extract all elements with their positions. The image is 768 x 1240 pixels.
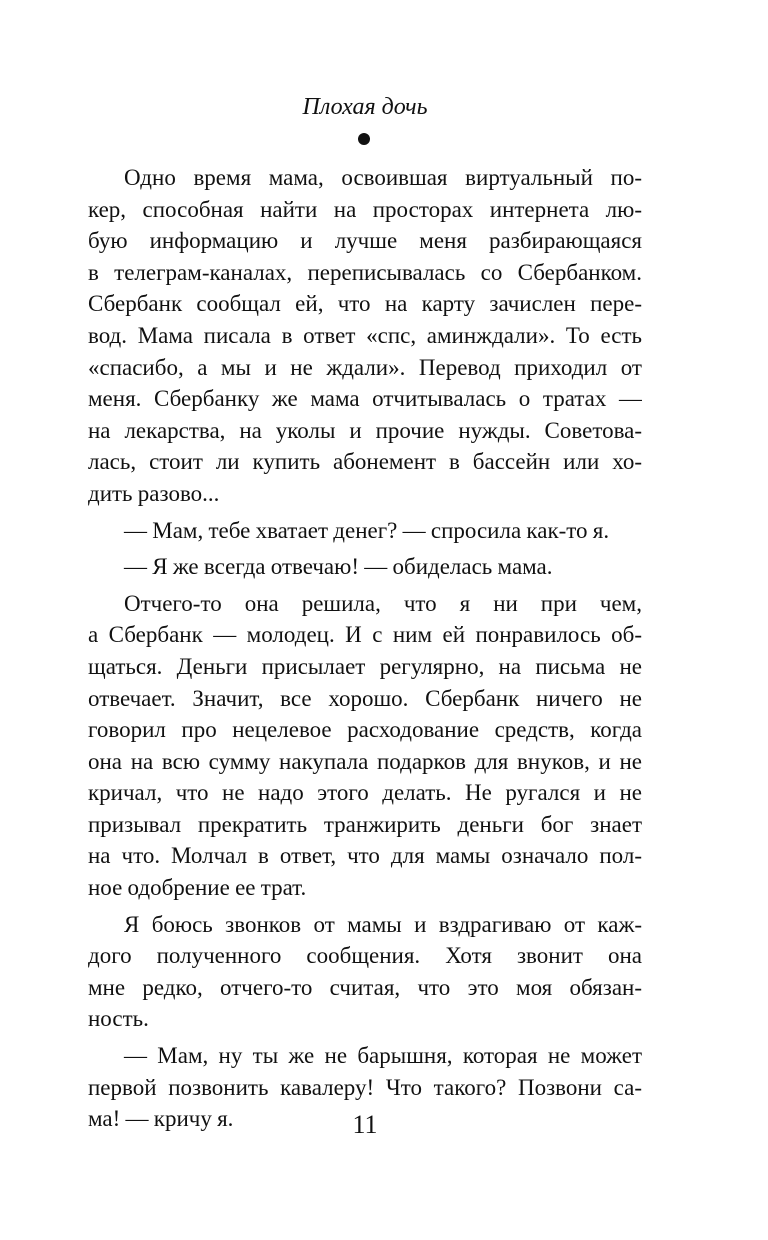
text-line: — Я же всегда отвечаю! — обиделась мама. xyxy=(124,554,553,580)
text-line: мне редко, отчего-то считая, что это моя обязан- xyxy=(88,974,642,1000)
text-line: дого полученного сообщения. Хотя звонит она xyxy=(88,943,642,969)
text-line: ность. xyxy=(88,1006,149,1032)
paragraph xyxy=(88,909,642,1035)
text-line: Сбербанк сообщал ей, что на карту зачислен пере- xyxy=(88,291,642,317)
text-line: она на всю сумму накупала подарков для внуков, и не xyxy=(88,748,642,774)
text-line: меня. Сбербанку же мама отчитывалась о тратах — xyxy=(88,386,642,412)
text-line: «спасибо, а мы и не ждали». Перевод приходил от xyxy=(88,354,642,380)
text-line: Одно время мама, освоившая виртуальный по- xyxy=(124,165,642,190)
text-line: первой позвонить кавалеру! Что такого? Позвони са- xyxy=(88,1074,642,1100)
text-line: Отчего-то она решила, что я ни при чем, xyxy=(124,590,642,616)
text-line: лась, стоит ли купить абонемент в бассейн или хо- xyxy=(88,449,642,475)
text-line: — Мам, ну ты же не барышня, которая не может xyxy=(124,1043,642,1069)
text-line: щаться. Деньги присылает регулярно, на письма не xyxy=(88,653,642,679)
text-line: кричал, что не надо этого делать. Не ругался и не xyxy=(88,780,642,806)
book-page xyxy=(88,0,642,1240)
text-line: Я боюсь звонков от мамы и вздрагиваю от каж- xyxy=(124,911,642,937)
text-line: бую информацию и лучше меня разбирающаяся xyxy=(88,228,642,254)
paragraph xyxy=(88,588,642,904)
text-line: ное одобрение ее трат. xyxy=(88,875,307,901)
text-line: на лекарства, на уколы и прочие нужды. Советова- xyxy=(88,417,642,443)
bullet-ornament-icon xyxy=(358,133,370,145)
paragraph xyxy=(88,515,642,547)
page-number: 11 xyxy=(352,1110,378,1139)
text-line: вод. Мама писала в ответ «спс, аминждали». То есть xyxy=(88,322,642,348)
paragraph xyxy=(88,551,642,583)
text-line: говорил про нецелевое расходование средств, когда xyxy=(88,717,642,743)
running-title: Плохая дочь xyxy=(302,94,428,120)
text-line: дить разово... xyxy=(88,480,220,506)
body-text xyxy=(88,162,642,1135)
paragraph xyxy=(88,162,642,510)
text-line: ма! — кричу я. xyxy=(88,1106,234,1132)
text-line: в телеграм-каналах, переписывалась со Сбербанком. xyxy=(88,259,642,285)
text-line: отвечает. Значит, все хорошо. Сбербанк ничего не xyxy=(88,685,642,711)
text-line: на что. Молчал в ответ, что для мамы означало пол- xyxy=(88,843,642,869)
text-line: — Мам, тебе хватает денег? — спросила как-то я. xyxy=(124,517,610,543)
text-line: а Сбербанк — молодец. И с ним ей понравилось об- xyxy=(88,622,642,648)
text-line: призывал прекратить транжирить деньги бог знает xyxy=(88,811,642,837)
text-line: кер, способная найти на просторах интернета лю- xyxy=(88,196,642,222)
